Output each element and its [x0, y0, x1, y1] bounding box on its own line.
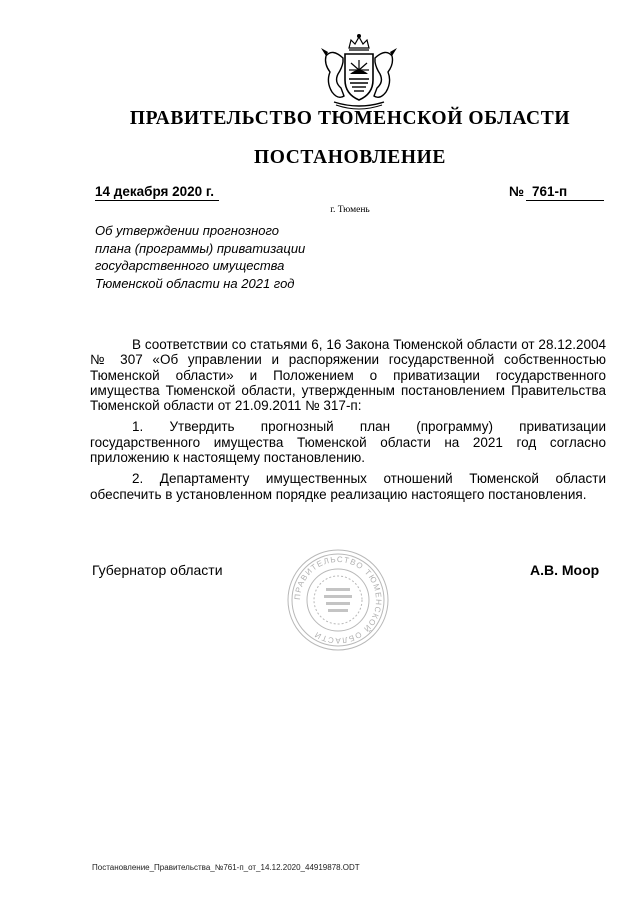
body-paragraph-item-1: 1. Утвердить прогнозный план (программу) приватизации государственного имущества Тюменской области на 2021 год согласно приложению к настоящему постановлению.: [90, 419, 606, 466]
seal-text: ПРАВИТЕЛЬСТВО ТЮМЕНСКОЙ ОБЛАСТИ: [292, 554, 384, 646]
document-city: г. Тюмень: [330, 205, 370, 215]
government-title: ПРАВИТЕЛЬСТВО ТЮМЕНСКОЙ ОБЛАСТИ: [129, 108, 571, 129]
official-seal-icon: [286, 548, 390, 652]
file-name-footer: Постановление_Правительства_№761-п_от_14.12.2020_44919878.ODT: [92, 863, 360, 872]
coat-of-arms-icon: [316, 34, 402, 110]
document-number-label: №: [509, 184, 525, 199]
document-subject: [95, 222, 305, 292]
signatory-title: Губернатор области: [92, 562, 223, 578]
signatory-name: А.В. Моор: [530, 562, 600, 578]
body-paragraph-preamble: В соответствии со статьями 6, 16 Закона Тюменской области от 28.12.2004 № 307 «Об управлении и распоряжении государственной собственностью Тюменской области» и Положением о приватизации государственного имущества Тюменской области, утвержденным постановлением Правительства Тюменской области от 21.09.2011 № 317-п:: [90, 337, 606, 414]
document-number: 761-п: [526, 184, 604, 201]
subject-line: государственного имущества: [95, 258, 285, 273]
svg-text:ПРАВИТЕЛЬСТВО ТЮМЕНСКОЙ ОБЛАСТ: [293, 555, 383, 645]
document-body: [90, 337, 606, 508]
body-paragraph-item-2: 2. Департаменту имущественных отношений Тюменской области обеспечить в установленном порядке реализацию настоящего постановления.: [90, 471, 606, 502]
document-date: 14 декабря 2020 г.: [95, 184, 219, 201]
document-type-title: ПОСТАНОВЛЕНИЕ: [253, 147, 447, 168]
subject-line: Об утверждении прогнозного: [95, 223, 279, 238]
subject-line: плана (программы) приватизации: [95, 240, 306, 256]
subject-line: Тюменской области на 2021 год: [95, 275, 295, 291]
